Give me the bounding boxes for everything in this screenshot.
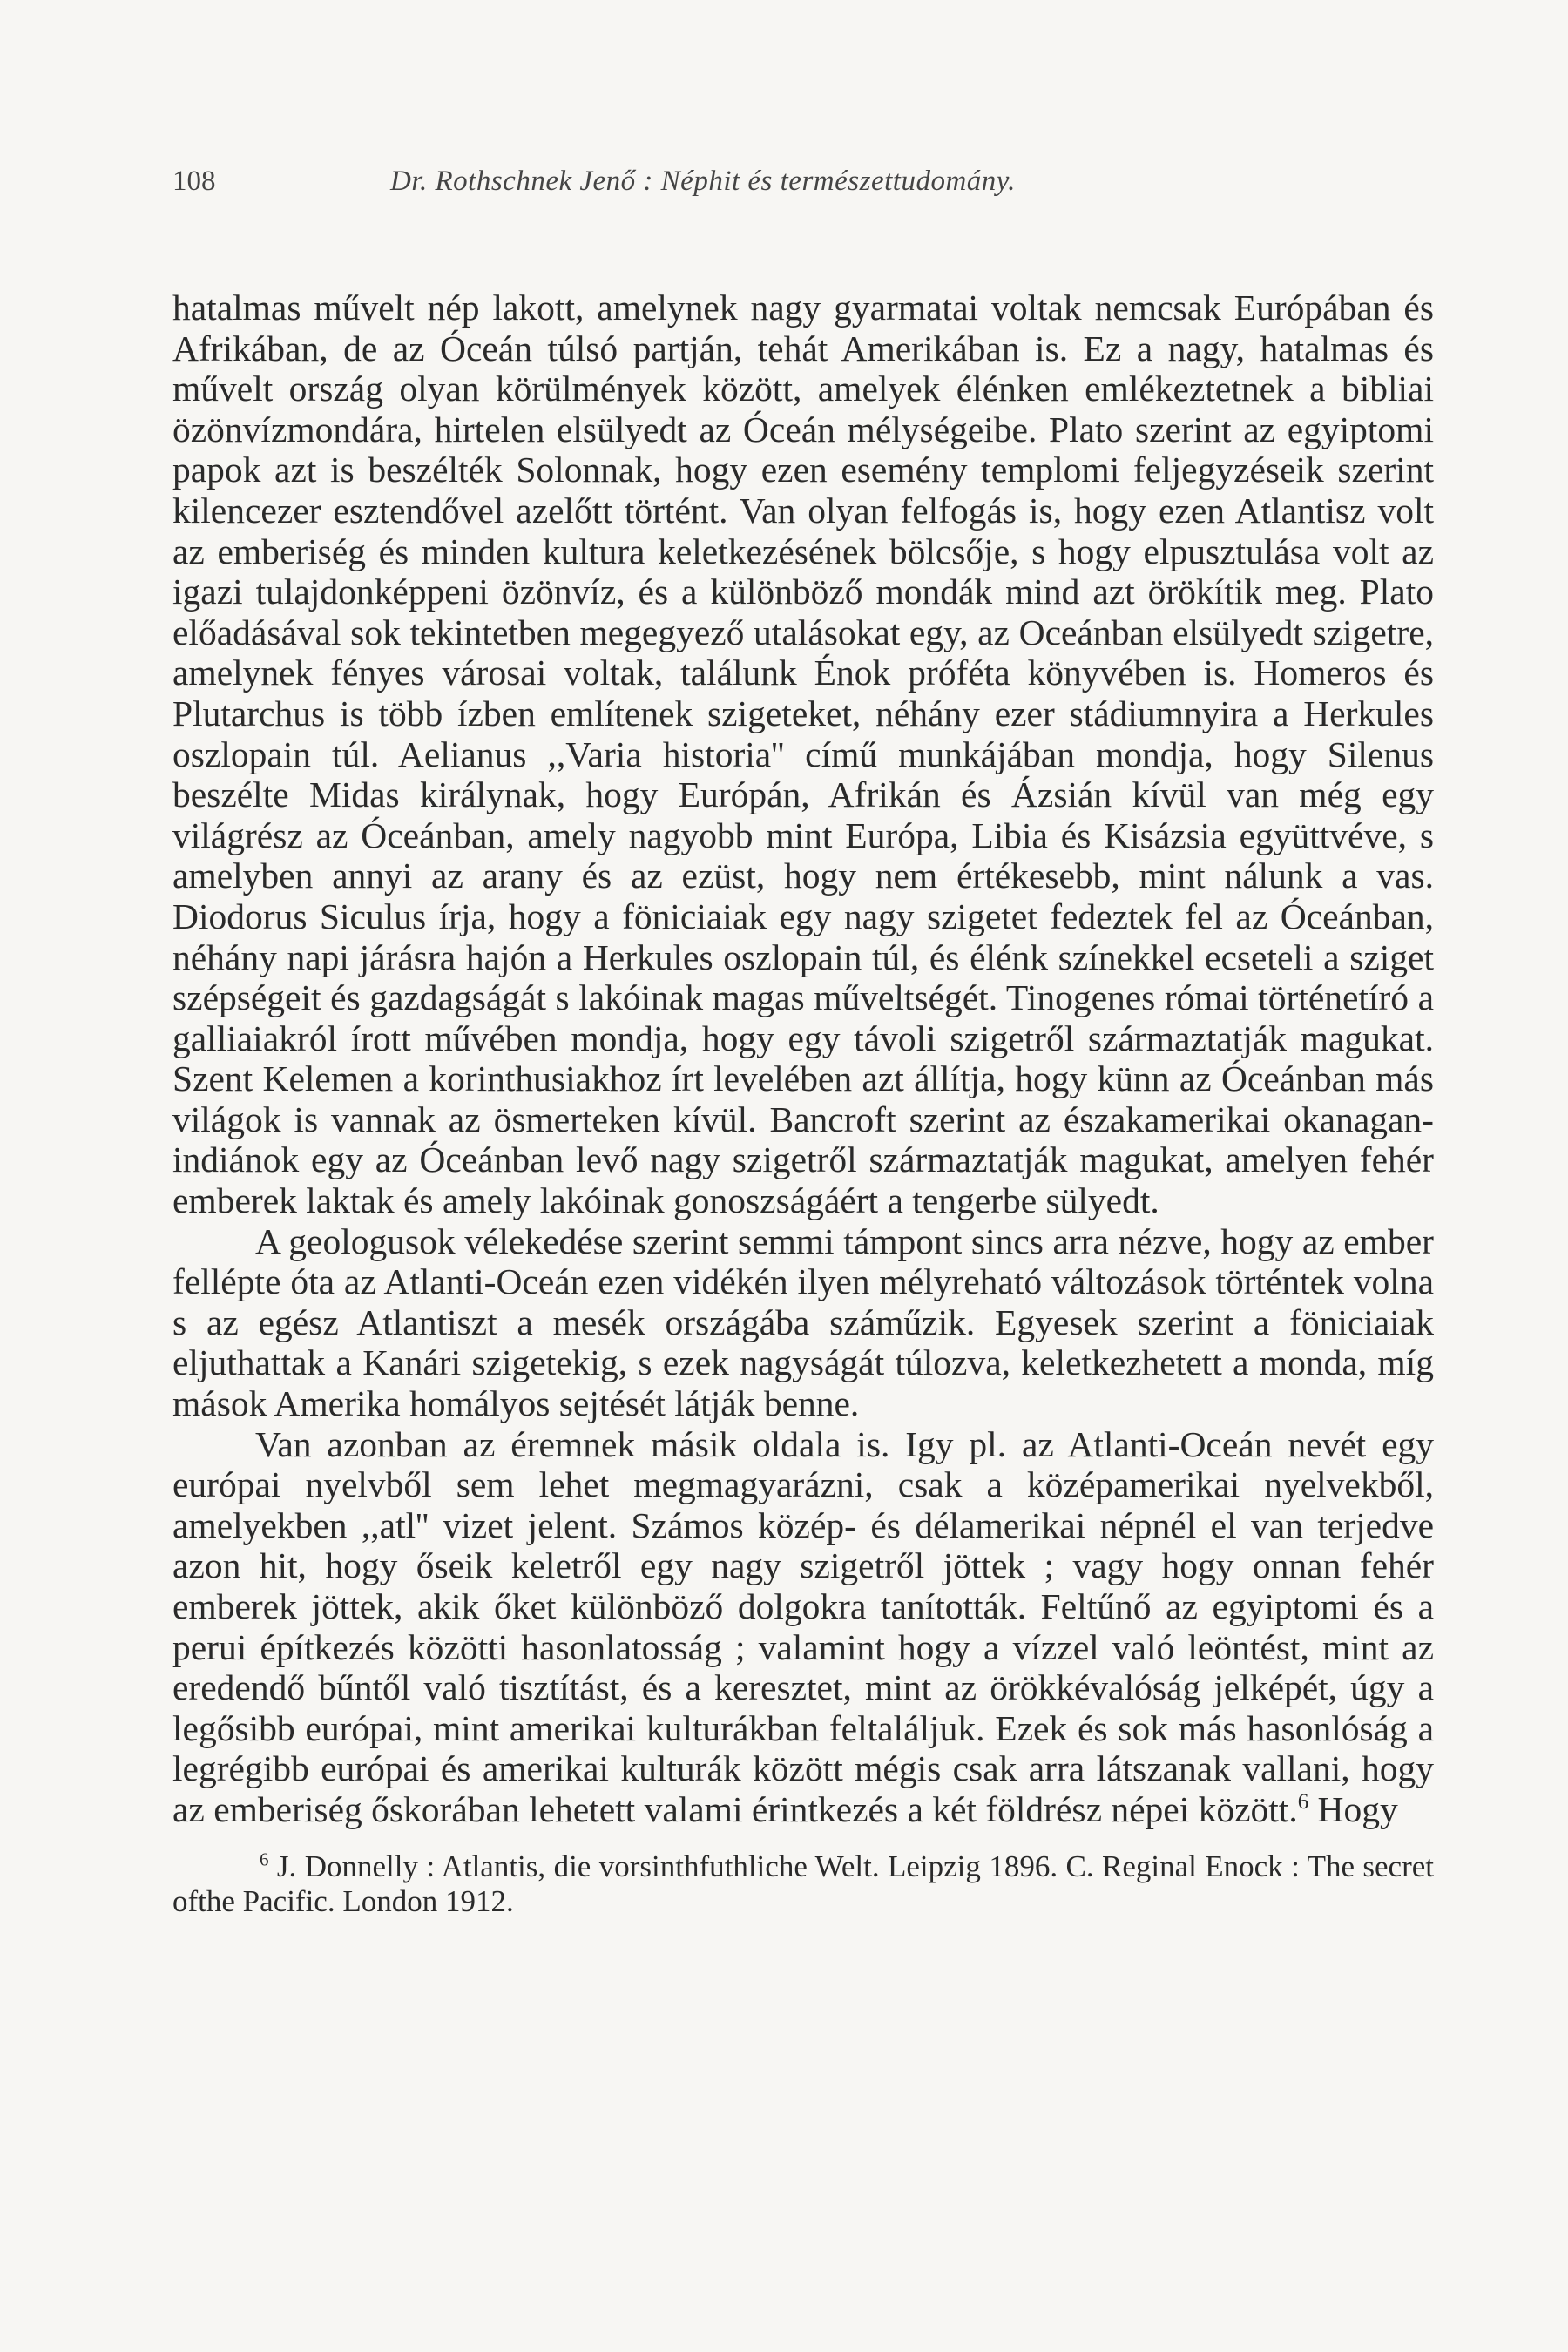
paragraph-3-tail: Hogy (1317, 1788, 1398, 1829)
paragraph-3 (172, 1424, 1434, 1830)
page-number: 108 (172, 166, 216, 197)
body-text (172, 287, 1434, 1830)
footnote-reference: 6 (1297, 1790, 1309, 1815)
running-title: Dr. Rothschnek Jenő : Néphit és természettudomány. (390, 166, 1016, 197)
footnote-mark: 6 (260, 1848, 269, 1869)
footnote (172, 1849, 1434, 1919)
book-page (172, 166, 1434, 1919)
footnote-text: J. Donnelly : Atlantis, die vorsinthfuthliche Welt. Leipzig 1896. C. Reginal Enock : The secret ofthe Pacific. London 1912. (172, 1848, 1435, 1918)
page-header (172, 166, 1434, 218)
paragraph-2: A geologusok vélekedése szerint semmi támpont sincs arra nézve, hogy az ember fellépte óta az Atlanti-Oceán ezen vidékén ilyen mélyreható változások történtek volna s az egész Atlantiszt a mesék országába száműzik. Egyesek szerint a föniciaiak eljuthattak a Kanári szigetekig, s ezek nagyságát túlozva, keletkezhetett a monda, míg mások Amerika homályos sejtését látják benne. (172, 1220, 1434, 1424)
paragraph-1: hatalmas művelt nép lakott, amelynek nagy gyarmatai voltak nemcsak Európában és Afrikában, de az Óceán túlsó partján, tehát Amerikában is. Ez a nagy, hatalmas és művelt ország olyan körülmények között, amelyek élénken emlékeztetnek a bibliai özönvízmondára, hirtelen elsülyedt az Óceán mélységeibe. Plato szerint az egyiptomi papok azt is beszélték Solonnak, hogy ezen esemény templomi feljegyzéseik szerint kilencezer esztendővel azelőtt történt. Van olyan felfogás is, hogy ezen Atlantisz volt az emberiség és minden kultura keletkezésének bölcsője, s hogy elpusztulása volt az igazi tulajdonképpeni özönvíz, és a különböző mondák mind azt örökítik meg. Plato előadásával sok tekintetben megegyező utalásokat egy, az Oceánban elsülyedt szigetre, amelynek fényes városai voltak, találunk Énok próféta könyvében is. Homeros és Plutarchus is több ízben említenek szigeteket, néhány ezer stádiumnyira a Herkules oszlopain túl. Aelianus ,,Varia historia'' című munkájában mondja, hogy Silenus beszélte Midas királynak, hogy Európán, Afrikán és Ázsián kívül van még egy világrész az Óceánban, amely nagyobb mint Európa, Libia és Kisázsia együttvéve, s amelyben annyi az arany és az ezüst, hogy nem értékesebb, mint nálunk a vas. Diodorus Siculus írja, hogy a föniciaiak egy nagy szigetet fedeztek fel az Óceánban, néhány napi járásra hajón a Herkules oszlopain túl, és élénk színekkel ecseteli a sziget szépségeit és gazdagságát s lakóinak magas műveltségét. Tinogenes római történetíró a galliaiakról írott művében mondja, hogy egy távoli szigetről származtatják magukat. Szent Kelemen a korinthusiakhoz írt levelében azt állítja, hogy künn az Óceánban más világok is vannak az ösmerteken kívül. Bancroft szerint az északamerikai okanagan-indiánok egy az Óceánban levő nagy szigetről származtatják magukat, amelyen fehér emberek laktak és amely lakóinak gonoszságáért a tengerbe sülyedt. (172, 287, 1434, 1221)
paragraph-3-text: Van azonban az éremnek másik oldala is. Igy pl. az Atlanti-Oceán nevét egy európai nyelvből sem lehet megmagyarázni, csak a középamerikai nyelvekből, amelyekben ,,atl'' vizet jelent. Számos közép- és délamerikai népnél el van terjedve azon hit, hogy őseik keletről egy nagy szigetről jöttek ; vagy hogy onnan fehér emberek jöttek, akik őket különböző dolgokra tanították. Feltűnő az egyiptomi és a perui építkezés közötti hasonlatosság ; valamint hogy a vízzel való leöntést, mint az eredendő bűntől való tisztítást, és a keresztet, mint az örökkévalóság jelképét, úgy a legősibb európai, mint amerikai kulturákban feltaláljuk. Ezek és sok más hasonlóság a legrégibb európai és amerikai kulturák között mégis csak arra látszanak vallani, hogy az emberiség őskorában lehetett valami érintkezés a két földrész népei között. (172, 1423, 1434, 1829)
